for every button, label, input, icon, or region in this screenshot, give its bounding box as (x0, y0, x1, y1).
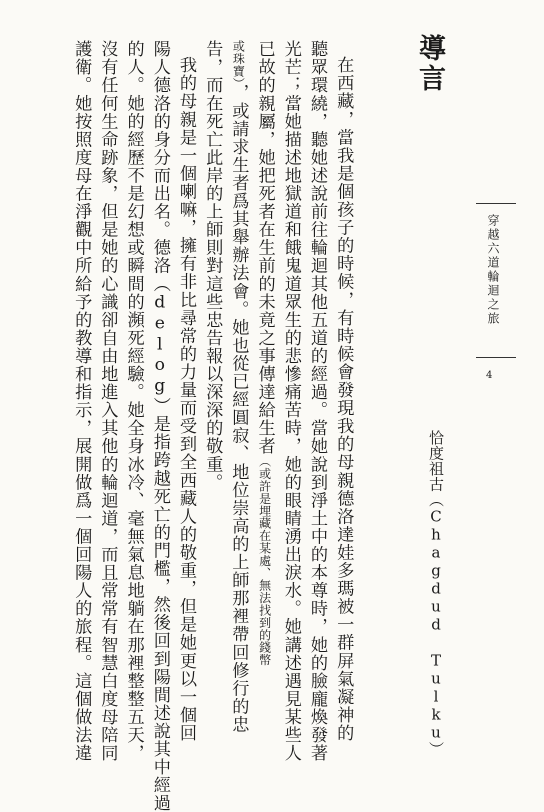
body-line (97, 40, 118, 762)
line-text: 沒有任何生命跡象，但是她的心識卻自由地進入其他的輪迴道，而且常常有智慧白度母陪同 (97, 40, 118, 762)
author-paren-open: （ (427, 492, 445, 508)
line-text: 的人。她的經歷不是幻想或瞬間的瀕死經驗。她全身冰冷、毫無氣息地躺在那裡整整五天， (123, 40, 144, 762)
body-line (71, 40, 92, 762)
line-text: 告，而在死亡此岸的上師則對這些忠告報以深深的敬重。 (202, 40, 223, 492)
body-line (151, 40, 168, 812)
page-number: 4 (486, 370, 493, 381)
author-romanized-name: Chagdud Tulku (427, 507, 445, 742)
line-text: ，或請求生者爲其舉辦法會。她也從已經圓寂、地位崇高的上師那裡帶回修行的忠 (228, 83, 249, 734)
line-text: 光芒；當她描述地獄道和餓鬼道眾生的悲慘痛苦時，她的眼睛湧出淚水。她講述遇見某些人 (280, 40, 301, 762)
body-line (123, 40, 144, 762)
line-text: 在西藏，當我是個孩子的時候，有時候會發現我的母親德洛達娃多瑪被一群屏氣凝神的 (333, 56, 354, 742)
chapter-title: 導言 (414, 34, 445, 94)
line-text: 聽眾環繞，聽她述說前往輪迴其他五道的經過。當她說到淨土中的本尊時，她的臉龐煥發著 (307, 40, 327, 762)
body-line (254, 40, 275, 666)
running-head-top-rule (476, 203, 516, 204)
inline-note: （或許是埋藏在某處、無法找到的錢幣 (257, 455, 272, 666)
inline-note: 或珠寶） (231, 40, 246, 84)
line-text: 護衛。她按照度母在淨觀中所給予的教導和指示，展開做爲一個回陽人的旅程。這個做法違 (71, 40, 92, 762)
line-text: 陽人德洛的身分而出名。德洛（delog）是指跨越死亡的門檻，然後回到陽間述說其中經過 (149, 40, 170, 812)
author-chinese-name: 恰度祖古 (427, 430, 445, 492)
running-head-bottom-rule (476, 357, 516, 358)
line-text: 我的母親是一個喇嘛，擁有非比尋常的力量而受到全西藏人的敬重，但是她更以一個回 (176, 56, 196, 742)
body-line (308, 40, 325, 762)
body-line (333, 56, 354, 742)
body-line (282, 40, 299, 762)
body-line (177, 56, 194, 742)
author-paren-close: ） (427, 741, 445, 757)
line-text: 已故的親屬，她把死者在生前的未竟之事傳達給生者 (254, 40, 275, 456)
author-credit (426, 430, 447, 757)
running-head: 穿越六道輪迴之旅 (486, 214, 500, 326)
body-line (202, 40, 223, 492)
body-line (228, 40, 249, 734)
